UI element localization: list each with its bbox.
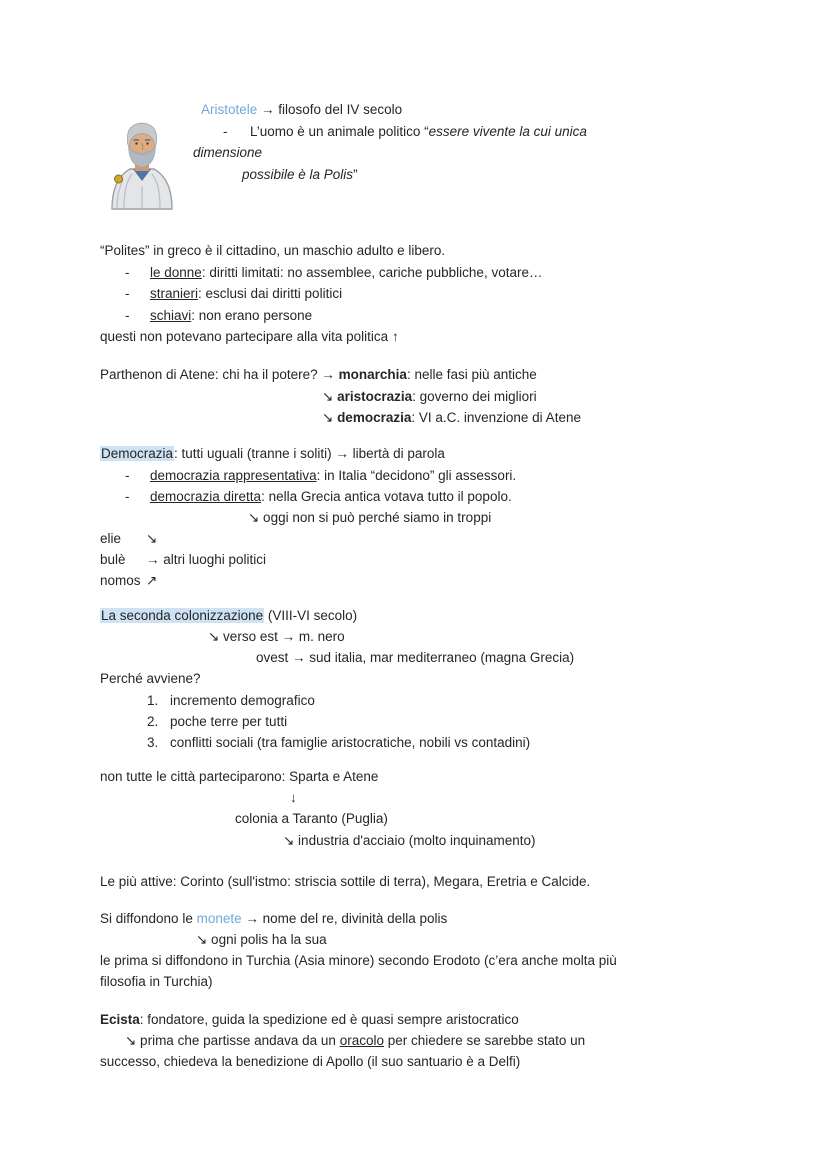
text-segment: → altri luoghi politici <box>146 552 267 567</box>
text-segment: schiavi <box>150 308 192 323</box>
citta-partecipanti-line <box>100 766 378 788</box>
down-arrow-line <box>290 787 297 809</box>
text-segment: nomos <box>100 573 141 588</box>
text-segment: → nome del re, divinità della polis <box>241 911 448 926</box>
text-segment: 2. <box>147 714 159 729</box>
text-segment: L’uomo è un animale politico “ <box>250 124 429 139</box>
branch-ogni-polis-line <box>196 929 327 951</box>
turchia-line-1 <box>100 950 617 972</box>
text-segment: aristocrazia <box>337 389 413 404</box>
bullet-democrazia-diretta <box>125 486 512 508</box>
democrazia-heading-line <box>100 443 445 465</box>
text-segment: La seconda colonizzazione <box>101 608 264 623</box>
text-segment: elie <box>100 531 122 546</box>
text-segment: ↘ verso est → m. nero <box>208 629 345 644</box>
text-segment: Perché avviene? <box>100 671 201 686</box>
text-segment: ↘ industria d'acciaio (molto inquinamento) <box>283 833 536 848</box>
text-segment: questi non potevano partecipare alla vita politica ↑ <box>100 329 399 344</box>
text-segment: : fondatore, guida la spedizione ed è quasi sempre aristocratico <box>139 1012 519 1027</box>
text-segment: : tutti uguali (tranne i soliti) → libertà di parola <box>174 446 445 461</box>
text-segment: ↘ oggi non si può perché siamo in troppi <box>248 510 492 525</box>
text-segment: - <box>125 468 130 483</box>
term-bule <box>100 549 266 571</box>
text-segment: Aristotele <box>201 102 258 117</box>
text-segment: filosofia in Turchia) <box>100 974 213 989</box>
text-segment: essere vivente la cui unica <box>428 124 587 139</box>
text-segment: - <box>125 265 130 280</box>
text-segment: ovest → sud italia, mar mediterraneo (magna Grecia) <box>256 650 575 665</box>
numbered-item-1 <box>147 690 315 712</box>
polites-intro-line <box>100 240 445 262</box>
text-segment: : VI a.C. invenzione di Atene <box>411 410 581 425</box>
oracolo-line <box>125 1030 585 1052</box>
text-segment: ↘ prima che partisse andava da un <box>125 1033 340 1048</box>
aristotele-quote-line-1 <box>223 121 587 143</box>
text-segment: oracolo <box>339 1033 384 1048</box>
text-segment: → filosofo del IV secolo <box>257 102 403 117</box>
text-segment: ↘ ogni polis ha la sua <box>196 932 327 947</box>
branch-aristocrazia <box>322 386 537 408</box>
numbered-item-2 <box>147 711 287 733</box>
bullet-stranieri <box>125 283 342 305</box>
bullet-le-donne <box>125 262 542 284</box>
text-segment: Si diffondono le <box>100 911 197 926</box>
aristotele-quote-line-3 <box>242 164 358 186</box>
perche-avviene-line <box>100 668 201 690</box>
text-segment: le donne <box>150 265 202 280</box>
text-segment: - <box>223 124 228 139</box>
text-segment: non tutte le città parteciparono: Sparta e Atene <box>100 769 379 784</box>
ecista-line <box>100 1009 519 1031</box>
text-segment: : nella Grecia antica votava tutto il popolo. <box>261 489 512 504</box>
text-segment: ↓ <box>290 790 297 805</box>
text-segment: democrazia rappresentativa <box>150 468 317 483</box>
text-segment: - <box>125 489 130 504</box>
text-segment: : in Italia “decidono” gli assessori. <box>316 468 517 483</box>
text-segment: 1. <box>147 693 159 708</box>
text-segment: Ecista <box>100 1012 140 1027</box>
text-segment: : nelle fasi più antiche <box>406 367 537 382</box>
text-segment: Le più attive: Corinto (sull'istmo: striscia sottile di terra), Megara, Eretria e Calcide. <box>100 874 591 889</box>
turchia-line-2 <box>100 971 213 993</box>
aristotele-quote-line-2 <box>193 142 262 164</box>
text-segment: stranieri <box>150 286 199 301</box>
text-segment: dimensione <box>193 145 263 160</box>
text-segment: : esclusi dai diritti politici <box>198 286 343 301</box>
text-segment: - <box>125 286 130 301</box>
text-segment: ” <box>353 167 358 182</box>
branch-industria-line <box>283 830 536 852</box>
text-segment: ↘ <box>146 531 158 546</box>
text-segment: : diritti limitati: no assemblee, cariche pubbliche, votare… <box>201 265 543 280</box>
text-segment: per chiedere se sarebbe stato un <box>383 1033 586 1048</box>
text-segment: : governo dei migliori <box>412 389 537 404</box>
text-segment: : non erano persone <box>191 308 313 323</box>
numbered-item-3 <box>147 732 530 754</box>
text-segment: monarchia <box>338 367 407 382</box>
text-segment: ↗ <box>146 573 158 588</box>
bullet-democrazia-rappresentativa <box>125 465 516 487</box>
vita-politica-note <box>100 326 399 348</box>
text-segment: Parthenon di Atene: chi ha il potere? → <box>100 367 339 382</box>
branch-oggi-note <box>248 507 491 529</box>
text-segment: - <box>125 308 130 323</box>
branch-ovest <box>256 647 574 669</box>
citta-attive-line <box>100 871 590 893</box>
text-segment: successo, chiedeva la benedizione di Apollo (il suo santuario è a Delfi) <box>100 1054 521 1069</box>
text-segment: le prima si diffondono in Turchia (Asia minore) secondo Erodoto (c’era anche molta più <box>100 953 617 968</box>
parthenon-power-line <box>100 364 537 386</box>
apollo-line <box>100 1051 520 1073</box>
seconda-colonizzazione-heading <box>100 605 357 627</box>
bullet-schiavi <box>125 305 312 327</box>
text-segment: Democrazia <box>101 446 174 461</box>
aristotele-heading-line <box>201 99 402 121</box>
aristotle-portrait <box>102 116 182 210</box>
text-segment: democrazia <box>337 410 412 425</box>
text-segment: ↘ <box>322 410 338 425</box>
text-segment: possibile è la Polis <box>242 167 354 182</box>
text-segment: poche terre per tutti <box>170 714 288 729</box>
text-segment: colonia a Taranto (Puglia) <box>235 811 388 826</box>
text-segment: “Polites” in greco è il cittadino, un maschio adulto e libero. <box>100 243 446 258</box>
text-segment: incremento demografico <box>170 693 315 708</box>
branch-verso-est <box>208 626 345 648</box>
text-segment: conflitti sociali (tra famiglie aristocratiche, nobili vs contadini) <box>170 735 531 750</box>
branch-democrazia <box>322 407 581 429</box>
text-segment: (VIII-VI secolo) <box>264 608 358 623</box>
term-nomos <box>100 570 157 592</box>
term-elie <box>100 528 157 550</box>
monete-line <box>100 908 447 930</box>
text-segment: 3. <box>147 735 159 750</box>
text-segment: bulè <box>100 552 126 567</box>
text-segment: democrazia diretta <box>150 489 262 504</box>
text-segment: monete <box>196 911 242 926</box>
text-segment: ↘ <box>322 389 338 404</box>
colonia-taranto-line <box>235 808 388 830</box>
